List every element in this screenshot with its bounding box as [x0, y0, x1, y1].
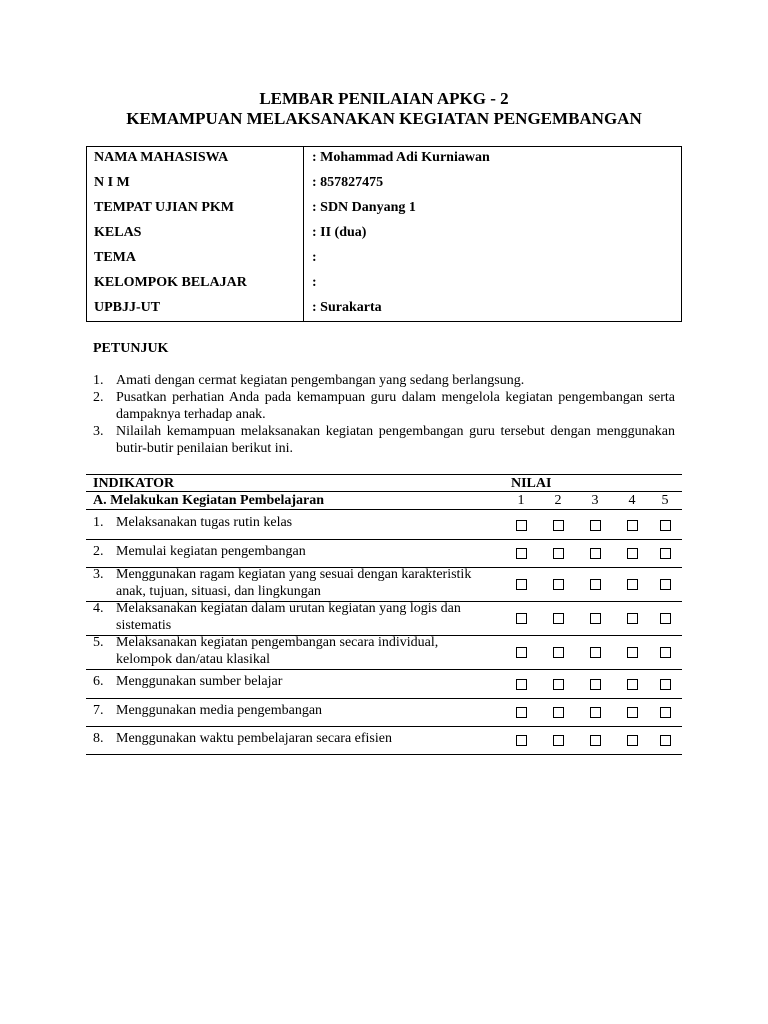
score-checkbox-2[interactable] — [553, 579, 564, 590]
score-checkbox-5[interactable] — [660, 520, 671, 531]
indicator-text: Menggunakan sumber belajar — [116, 674, 283, 689]
info-value: : II (dua) — [312, 225, 367, 240]
indicator-item — [93, 731, 483, 748]
scale-label: 4 — [628, 493, 636, 508]
table-rule — [86, 474, 682, 475]
score-checkbox-2[interactable] — [553, 613, 564, 624]
info-row — [87, 149, 681, 174]
score-checkbox-4[interactable] — [627, 520, 638, 531]
instruction-number: 2. — [93, 390, 104, 405]
instruction-text: Nilailah kemampuan melaksanakan kegiatan pengembangan guru tersebut dengan menggunakan butir-butir penilaian berikut ini. — [116, 424, 675, 456]
score-checkbox-1[interactable] — [516, 735, 527, 746]
info-row — [87, 224, 681, 249]
page-subtitle: KEMAMPUAN MELAKSANAKAN KEGIATAN PENGEMBANGAN — [126, 109, 642, 128]
indicator-number: 6. — [93, 674, 104, 689]
score-checkbox-3[interactable] — [590, 613, 601, 624]
info-label: N I M — [94, 175, 130, 190]
indicator-text: Melaksanakan tugas rutin kelas — [116, 515, 293, 530]
table-rule — [86, 726, 682, 727]
score-checkbox-2[interactable] — [553, 679, 564, 690]
indicator-text: Menggunakan waktu pembelajaran secara efisien — [116, 731, 392, 746]
score-checkbox-3[interactable] — [590, 647, 601, 658]
table-rule — [86, 669, 682, 670]
score-checkbox-3[interactable] — [590, 679, 601, 690]
info-label: TEMA — [94, 250, 136, 265]
score-checkbox-3[interactable] — [590, 520, 601, 531]
score-checkbox-4[interactable] — [627, 707, 638, 718]
info-value: : Surakarta — [312, 300, 382, 315]
indicator-header: INDIKATOR — [93, 476, 175, 491]
table-rule — [86, 509, 682, 510]
instruction-item — [93, 373, 675, 390]
instruction-text: Pusatkan perhatian Anda pada kemampuan guru dalam mengelola kegiatan pengembangan serta dampaknya terhadap anak. — [116, 390, 675, 422]
score-checkbox-5[interactable] — [660, 548, 671, 559]
score-checkbox-5[interactable] — [660, 735, 671, 746]
instruction-number: 1. — [93, 373, 104, 388]
score-checkbox-3[interactable] — [590, 735, 601, 746]
score-checkbox-4[interactable] — [627, 613, 638, 624]
score-checkbox-1[interactable] — [516, 707, 527, 718]
scale-label: 5 — [661, 493, 669, 508]
score-checkbox-2[interactable] — [553, 548, 564, 559]
indicator-number: 2. — [93, 544, 104, 559]
info-row — [87, 174, 681, 199]
instruction-item — [93, 390, 675, 423]
instruction-text: Amati dengan cermat kegiatan pengembangan yang sedang berlangsung. — [116, 373, 525, 388]
info-value: : SDN Danyang 1 — [312, 200, 416, 215]
indicator-number: 4. — [93, 601, 104, 616]
section-heading: A. Melakukan Kegiatan Pembelajaran — [93, 493, 324, 508]
indicator-text: Menggunakan media pengembangan — [116, 703, 323, 718]
info-row — [87, 299, 681, 324]
info-label: KELOMPOK BELAJAR — [94, 275, 247, 290]
info-label: UPBJJ-UT — [94, 300, 161, 315]
indicator-item — [93, 635, 483, 668]
instruction-item — [93, 424, 675, 457]
score-checkbox-4[interactable] — [627, 679, 638, 690]
table-rule — [86, 754, 682, 755]
indicator-number: 1. — [93, 515, 104, 530]
score-checkbox-5[interactable] — [660, 707, 671, 718]
score-checkbox-4[interactable] — [627, 548, 638, 559]
score-checkbox-1[interactable] — [516, 520, 527, 531]
indicator-item — [93, 567, 483, 600]
indicator-text: Melaksanakan kegiatan dalam urutan kegiatan yang logis dan sistematis — [116, 601, 461, 633]
score-checkbox-3[interactable] — [590, 579, 601, 590]
score-checkbox-5[interactable] — [660, 647, 671, 658]
info-label: NAMA MAHASISWA — [94, 150, 229, 165]
info-value: : 857827475 — [312, 175, 384, 190]
score-checkbox-1[interactable] — [516, 679, 527, 690]
score-checkbox-1[interactable] — [516, 548, 527, 559]
info-row — [87, 249, 681, 274]
scale-label: 3 — [591, 493, 599, 508]
indicator-number: 7. — [93, 703, 104, 718]
score-checkbox-2[interactable] — [553, 520, 564, 531]
scale-label: 1 — [517, 493, 525, 508]
score-checkbox-5[interactable] — [660, 579, 671, 590]
info-label: KELAS — [94, 225, 142, 240]
table-rule — [86, 539, 682, 540]
info-value: : Mohammad Adi Kurniawan — [312, 150, 490, 165]
indicator-text: Melaksanakan kegiatan pengembangan secara individual, kelompok dan/atau klasikal — [116, 635, 439, 667]
indicator-text: Menggunakan ragam kegiatan yang sesuai dengan karakteristik anak, tujuan, situasi, dan lingkungan — [116, 567, 472, 599]
indicator-item — [93, 703, 483, 720]
info-row — [87, 274, 681, 299]
score-checkbox-2[interactable] — [553, 735, 564, 746]
score-checkbox-1[interactable] — [516, 647, 527, 658]
score-checkbox-3[interactable] — [590, 548, 601, 559]
score-checkbox-1[interactable] — [516, 613, 527, 624]
indicator-item — [93, 601, 483, 634]
instruction-number: 3. — [93, 424, 104, 439]
indicator-item — [93, 674, 483, 691]
indicator-item — [93, 544, 483, 561]
score-checkbox-2[interactable] — [553, 707, 564, 718]
score-checkbox-4[interactable] — [627, 579, 638, 590]
info-row — [87, 199, 681, 224]
indicator-item — [93, 515, 483, 532]
score-checkbox-3[interactable] — [590, 707, 601, 718]
score-checkbox-4[interactable] — [627, 647, 638, 658]
info-value: : — [312, 275, 317, 290]
score-checkbox-5[interactable] — [660, 613, 671, 624]
page-title: LEMBAR PENILAIAN APKG - 2 — [259, 89, 509, 108]
indicator-text: Memulai kegiatan pengembangan — [116, 544, 306, 559]
student-info-table — [86, 146, 682, 322]
info-label: TEMPAT UJIAN PKM — [94, 200, 234, 215]
score-header: NILAI — [511, 476, 552, 491]
scale-label: 2 — [554, 493, 562, 508]
indicator-number: 8. — [93, 731, 104, 746]
score-checkbox-5[interactable] — [660, 679, 671, 690]
indicator-number: 3. — [93, 567, 104, 582]
score-checkbox-1[interactable] — [516, 579, 527, 590]
table-rule — [86, 698, 682, 699]
score-checkbox-4[interactable] — [627, 735, 638, 746]
info-value: : — [312, 250, 317, 265]
indicator-number: 5. — [93, 635, 104, 650]
score-checkbox-2[interactable] — [553, 647, 564, 658]
instructions-title: PETUNJUK — [93, 341, 169, 356]
